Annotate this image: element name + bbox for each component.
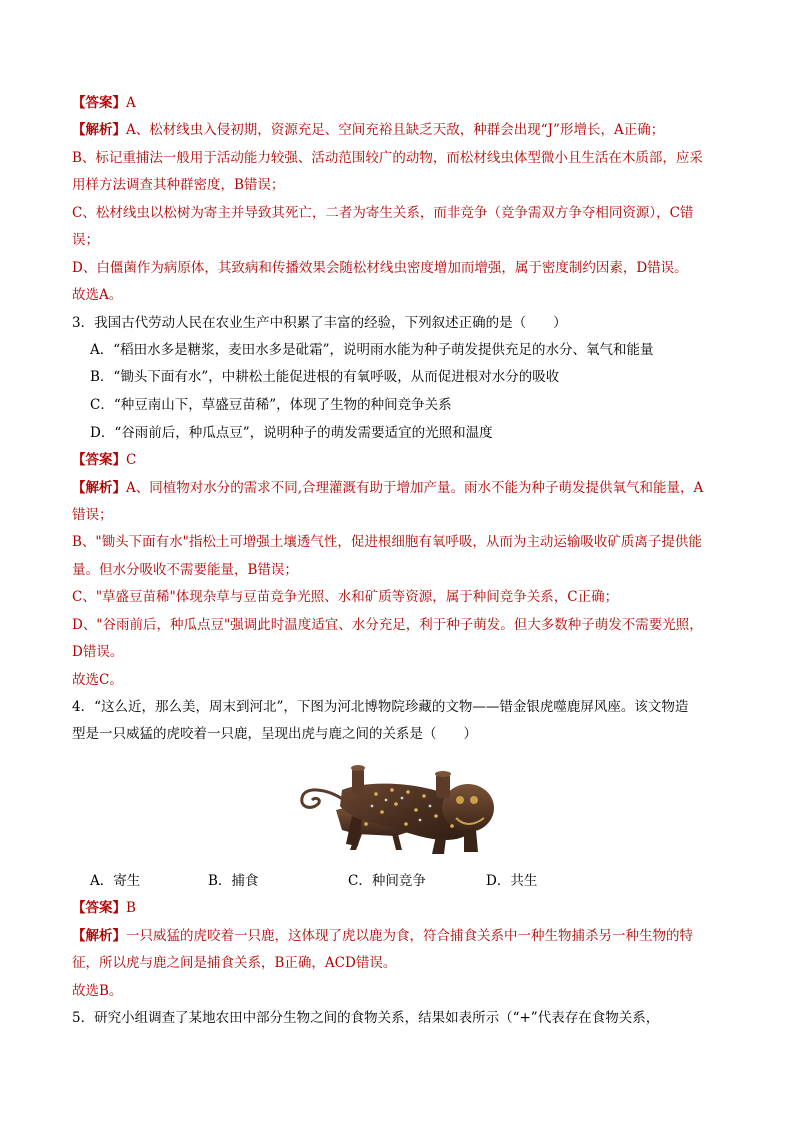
answer-tag: 【答案】 — [72, 900, 126, 916]
q3-option-d: D．“谷雨前后，种瓜点豆”，说明种子的萌发需要适宜的光照和温度 — [90, 425, 493, 441]
answer-value: C — [126, 452, 137, 468]
q2-analysis-line-5: 误； — [72, 232, 99, 248]
analysis-tag: 【解析】 — [72, 928, 126, 944]
q3-option-c: C．“种豆南山下，草盛豆苗稀”，体现了生物的种间竞争关系 — [90, 397, 452, 413]
q4-stem-line-2: 型是一只威猛的虎咬着一只鹿，呈现出虎与鹿之间的关系是（ ） — [72, 726, 477, 742]
analysis-tag: 【解析】 — [72, 480, 126, 496]
q3-analysis-line-6: D、"谷雨前后，种瓜点豆"强调此时温度适宜、水分充足，利于种子萌发。但大多数种子萌发不需要光照， — [72, 617, 703, 633]
q2-analysis-line-2: B、标记重捕法一般用于活动能力较强、活动范围较广的动物，而松材线虫体型微小且生活在木质部，应采 — [72, 150, 703, 166]
q2-analysis-line-4: C、松材线虫以松树为寄主并导致其死亡，二者为寄生关系，而非竞争（竞争需双方争夺相同资源），C错 — [72, 205, 694, 221]
q3-analysis-line-5: C、"草盛豆苗稀"体现杂草与豆苗竞争光照、水和矿质等资源，属于种间竞争关系，C正确； — [72, 589, 619, 605]
q3-analysis-line-1 — [72, 479, 732, 497]
q2-analysis-line-1 — [72, 121, 732, 139]
q5-stem: 5．研究小组调查了某地农田中部分生物之间的食物关系，结果如表所示（“+”代表存在食物关系， — [72, 1010, 660, 1026]
q3-answer-line — [72, 451, 732, 469]
q3-option-a: A．“稻田水多是糖浆，麦田水多是砒霜”，说明雨水能为种子萌发提供充足的水分、氧气和能量 — [90, 342, 654, 358]
analysis-text: A、松材线虫入侵初期，资源充足、空间充裕且缺乏天敌，种群会出现“J”形增长，A正确； — [126, 122, 665, 138]
answer-value: A — [126, 95, 136, 111]
q4-option-c: C．种间竞争 — [348, 873, 426, 889]
q3-analysis-line-2: 错误； — [72, 507, 113, 523]
q4-stem-line-1: 4．“这么近，那么美，周末到河北”，下图为河北博物院珍藏的文物——错金银虎噬鹿屏风座。该文物造 — [72, 699, 689, 715]
answer-tag: 【答案】 — [72, 452, 126, 468]
answer-value: B — [126, 900, 136, 916]
q3-analysis-line-3: B、"锄头下面有水"指松土可增强土壤透气性，促进根细胞有氧呼吸，从而为主动运输吸收矿质离子提供能 — [72, 534, 702, 550]
q4-analysis-line-1 — [72, 927, 732, 945]
q2-analysis-line-6: D、白僵菌作为病原体，其致病和传播效果会随松材线虫密度增加而增强，属于密度制约因素，D错误。 — [72, 260, 688, 276]
q3-analysis-line-7: D错误。 — [72, 644, 124, 660]
answer-tag: 【答案】 — [72, 95, 126, 111]
q2-analysis-line-3: 用样方法调查其种群密度，B错误； — [72, 177, 285, 193]
q3-conclusion: 故选C。 — [72, 672, 123, 688]
q4-analysis-line-2: 征，所以虎与鹿之间是捕食关系，B正确，ACD错误。 — [72, 955, 397, 971]
q4-conclusion: 故选B。 — [72, 983, 123, 999]
analysis-text: 一只威猛的虎咬着一只鹿，这体现了虎以鹿为食，符合捕食关系中一种生物捕杀另一种生物的特 — [126, 928, 693, 944]
q4-answer-line — [72, 899, 732, 917]
q4-option-a: A．寄生 — [90, 873, 141, 889]
q3-analysis-line-4: 量。但水分吸收不需要能量，B错误； — [72, 562, 298, 578]
analysis-text: A、同植物对水分的需求不同,合理灌溉有助于增加产量。雨水不能为种子萌发提供氧气和能量，A — [126, 480, 704, 496]
analysis-tag: 【解析】 — [72, 122, 126, 138]
q3-option-b: B．“锄头下面有水”，中耕松土能促进根的有氧呼吸，从而促进根对水分的吸收 — [90, 369, 560, 385]
q4-option-d: D．共生 — [486, 873, 538, 889]
q2-answer-line — [72, 94, 732, 112]
q3-stem: 3．我国古代劳动人民在农业生产中积累了丰富的经验，下列叙述正确的是（ ） — [72, 315, 567, 331]
q4-option-b: B．捕食 — [208, 873, 259, 889]
q2-conclusion: 故选A。 — [72, 287, 123, 303]
tiger-deer-artifact-image — [296, 760, 498, 856]
